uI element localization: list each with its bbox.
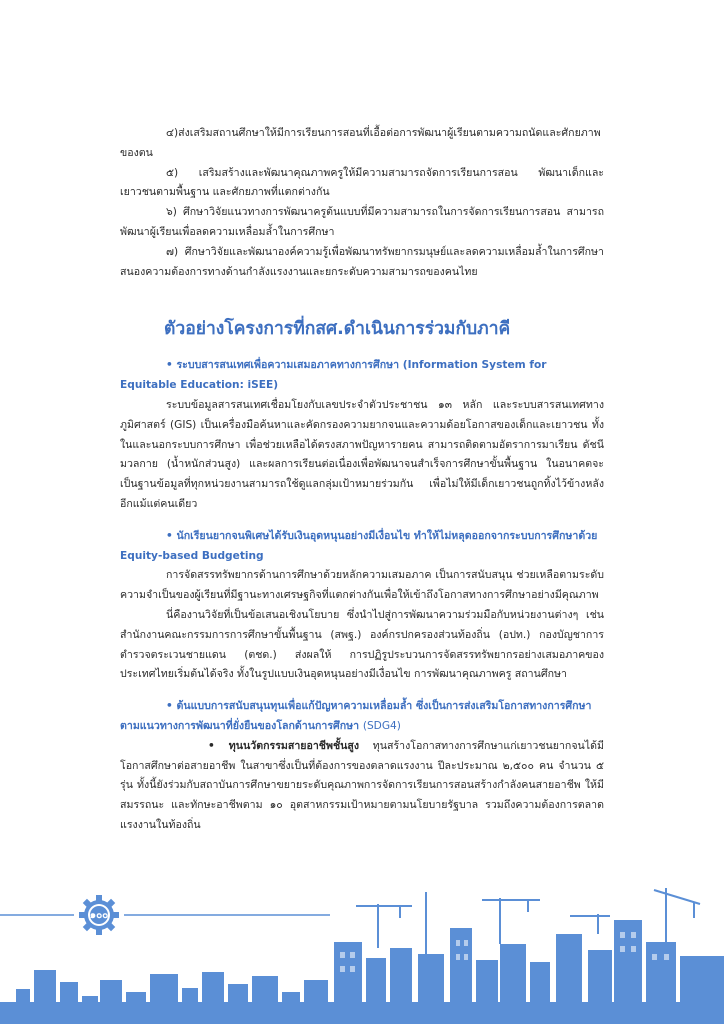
list-item-7: ๗) ศึกษาวิจัยและพัฒนาองค์ความรู้เพื่อพัฒนาทรัพยากรมนุษย์และลดความเหลื่อมล้ำในการศึกษาสนองความต้องการทางด้านกำลังแรงงานและยกระดับความสามารถของคนไทย: [120, 245, 604, 278]
project-1-title-text: • ระบบสารสนเทศเพื่อความเสมอภาคทางการศึกษา (Information System for Equitable Education: iSEE): [120, 359, 547, 392]
page-content: [120, 124, 604, 836]
project-2-title-en: Equity-based Budgeting: [120, 549, 264, 562]
page-number: ๑๐๐: [89, 909, 109, 921]
project-1-body: ระบบข้อมูลสารสนเทศเชื่อมโยงกับเลขประจำตัวประชาชน ๑๓ หลัก และระบบสารสนเทศทางภูมิศาสตร์ (GIS) เป็นเครื่องมือค้นหาและคัดกรองความยากจนและความด้อยโอกาสของเด็กและเยาวชน ทั้งในและนอกระบบการศึกษา เพื่อช่วยเหลือได้ตรงสภาพปัญหารายคน สามารถติดตามอัตราการมาเรียน ดัชนีมวลกาย (น้ำหนักส่วนสูง) และผลการเรียนต่อเนื่องเพื่อพัฒนาจนสำเร็จการศึกษาขั้นพื้นฐาน ในอนาคตจะเป็นฐานข้อมูลที่ทุกหน่วยงานสามารถใช้ดูแลกลุ่มเป้าหมายร่วมกัน เพื่อไม่ให้มีเด็กเยาวชนถูกทิ้งไว้ข้างหลังอีกแม้แต่คนเดียว: [120, 398, 604, 510]
project-3-title: [120, 697, 604, 737]
project-3-body: [120, 737, 604, 836]
project-3-title-text: • ต้นแบบการสนับสนุนทุนเพื่อแก้ปัญหาความเหลื่อมล้ำ ซึ่งเป็นการส่งเสริมโอกาสทางการศึกษาตามแนวทางการพัฒนาที่ยั่งยืนของโลกด้านการศึกษา: [120, 700, 592, 732]
project-2-body-1: การจัดสรรทรัพยากรด้านการศึกษาด้วยหลักความเสมอภาค เป็นการสนับสนุน ช่วยเหลือตามระดับความจำเป็นของผู้เรียนที่มีฐานะทางเศรษฐกิจที่แตกต่างกันเพื่อให้เข้าถึงโอกาสทางการศึกษาอย่างมีคุณภาพ: [120, 569, 604, 602]
project-2-body-2: นี่คืองานวิจัยที่เป็นข้อเสนอเชิงนโยบาย ซึ่งนำไปสู่การพัฒนาความร่วมมือกับหน่วยงานต่างๆ เช่น สำนักงานคณะกรรมการการศึกษาขั้นพื้นฐาน (สพฐ.) องค์กรปกครองส่วนท้องถิ่น (อปท.) กองบัญชาการตำรวจตระเวนชายแดน (ตชด.) ส่งผลให้ การปฏิรูประบวนการจัดสรรทรัพยากรอย่างเสมอภาคของประเทศไทยเริ่มต้นได้จริง ทั้งในรูปแบบเงินอุดหนุนอย่างมีเงื่อนไข การพัฒนาคุณภาพครู สถานศึกษา: [120, 608, 604, 681]
list-item-6: ๖) ศึกษาวิจัยแนวทางการพัฒนาครูต้นแบบที่มีความสามารถในการจัดการเรียนการสอน สามารถพัฒนาผู้เรียนเพื่อลดความเหลื่อมล้ำในการศึกษา: [120, 206, 604, 238]
project-3-title-tail: (SDG4): [362, 719, 401, 732]
list-item-5: ๕) เสริมสร้างและพัฒนาคุณภาพครูให้มีความสามารถจัดการเรียนการสอน พัฒนาเด็กและเยาวชนตามพื้นฐาน และศักยภาพที่แตกต่างกัน: [120, 166, 604, 199]
project-1-title: [120, 356, 604, 396]
project-2-title-text: • นักเรียนยากจนพิเศษได้รับเงินอุดหนุนอย่างมีเงื่อนไข ทำให้ไม่หลุดออกจากระบบการศึกษาด้วย: [166, 529, 598, 542]
list-item-4: ๔)ส่งเสริมสถานศึกษาให้มีการเรียนการสอนที่เอื้อต่อการพัฒนาผู้เรียนตามความถนัดและศักยภาพของตน: [120, 127, 601, 159]
section-title: ตัวอย่างโครงการที่กสศ.ดำเนินการร่วมกับภาคี: [164, 319, 511, 340]
project-3-lead: • ทุนนวัตกรรมสายอาชีพชั้นสูง: [208, 739, 360, 752]
project-3-body-text: ทุนสร้างโอกาสทางการศึกษาแก่เยาวชนยากจนได้มีโอกาสศึกษาต่อสายอาชีพ ในสาขาซึ่งเป็นที่ต้องการของตลาดแรงงาน ปีละประมาณ ๒,๕๐๐ คน จำนวน ๕ รุ่น ทั้งนี้ยังร่วมกับสถาบันการศึกษาขยายระดับคุณภาพการจัดการเรียนการสอนสร้างกำลังคนสายอาชีพ ให้มีสมรรถนะ และทักษะอาชีพตาม ๑๐ อุตสาหกรรมเป้าหมายตามนโยบายรัฐบาล รวมถึงความต้องการตลาดแรงงานในท้องถิ่น: [120, 739, 604, 831]
project-2-title: [120, 527, 604, 567]
